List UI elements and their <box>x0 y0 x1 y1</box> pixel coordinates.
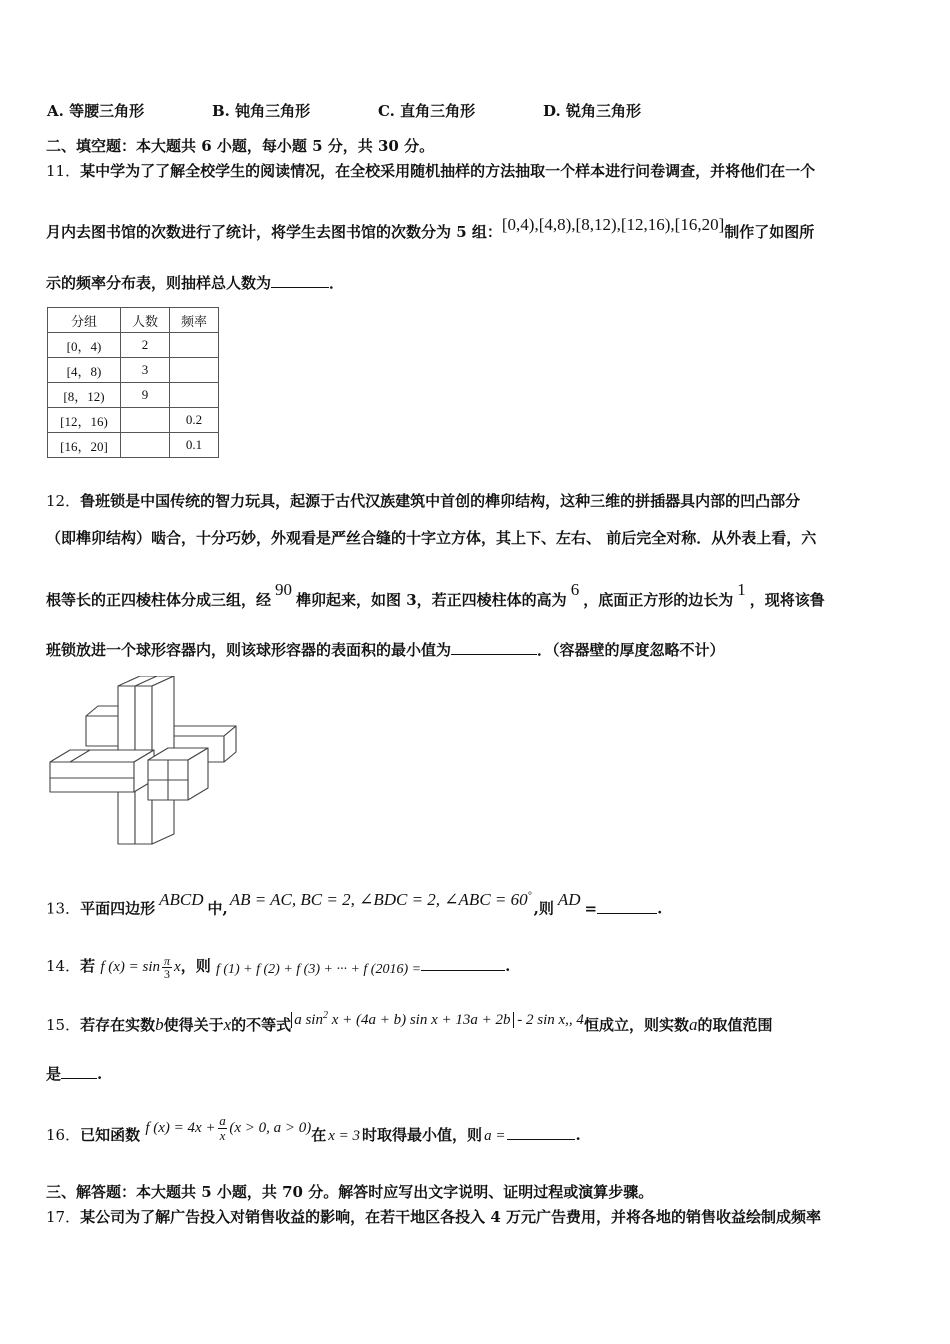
option-b: B. 钝角三角形 <box>212 102 311 120</box>
q13-conditions: AB = AC, BC = 2, ∠BDC = 2, ∠ABC = 60° <box>229 889 532 909</box>
table-cell: 0.2 <box>170 408 219 433</box>
q12-line1: 12．鲁班锁是中国传统的智力玩具，起源于古代汉族建筑中首创的榫卯结构，这种三维的拼插器具内部的凹凸部分 <box>46 492 801 510</box>
table-cell: [0，4) <box>48 333 121 358</box>
table-cell <box>170 358 219 383</box>
table-cell: [12，16) <box>48 408 121 433</box>
q14-line: 14．若 f $(x) = \sin \frac{\pi}{3}$ x，则 f (1) + f (2) + f (3) + ··· + f (2016) = . <box>46 954 511 981</box>
option-a: A. 等腰三角形 <box>47 102 145 120</box>
table-header: 人数 <box>121 308 170 333</box>
q11-intervals: [0,4),[4,8),[8,12),[12,16),[16,20] <box>501 215 725 234</box>
q13-ad: AD <box>557 889 581 909</box>
q16-answer-blank[interactable] <box>507 1125 575 1140</box>
q17-number: 17． <box>46 1208 81 1226</box>
q14-answer-blank[interactable] <box>421 956 505 971</box>
table-cell: [4，8) <box>48 358 121 383</box>
table-cell: 0.1 <box>170 433 219 458</box>
table-cell <box>170 333 219 358</box>
table-cell <box>121 408 170 433</box>
table-cell: [16，20] <box>48 433 121 458</box>
table-cell: [8，12) <box>48 383 121 408</box>
front-left-bar-front <box>50 762 134 778</box>
q13-answer-blank[interactable] <box>597 899 657 914</box>
q16-number: 16． <box>46 1125 81 1144</box>
table-header: 频率 <box>170 308 219 333</box>
q16-a-eq: a = <box>484 1127 506 1144</box>
q15-number: 15． <box>46 1016 81 1034</box>
q13-quadrilateral: ABCD <box>159 889 204 909</box>
table-header: 分组 <box>48 308 121 333</box>
q15-line2: 是 . <box>46 1065 103 1083</box>
q11-line1: 11．某中学为了了解全校学生的阅读情况，在全校采用随机抽样的方法抽取一个样本进行问卷调查，并将他们在一个 <box>46 162 816 180</box>
table-row <box>48 433 219 458</box>
q11-number: 11． <box>46 162 81 180</box>
table-cell: 3 <box>121 358 170 383</box>
table-cell: 9 <box>121 383 170 408</box>
q11-line3: 示的频率分布表，则抽样总人数为 ． <box>46 274 345 292</box>
option-d: D. 锐角三角形 <box>543 102 641 120</box>
q12-line4: 班锁放进一个球形容器内，则该球形容器的表面积的最小值为 ．（容器壁的厚度忽略不计） <box>46 641 725 659</box>
q16-function: f $(x) = 4x + \frac{a}{x} (x > 0$, a > 0) <box>145 1113 312 1143</box>
section-2-heading: 二、填空题：本大题共 6 小题，每小题 5 分，共 30 分。 <box>46 137 435 155</box>
section-3-heading: 三、解答题：本大题共 5 小题，共 70 分。解答时应写出文字说明、证明过程或演算步骤。 <box>46 1183 654 1201</box>
q12-side: 1 <box>737 580 746 599</box>
q12-number: 12． <box>46 492 81 510</box>
table-row <box>48 408 219 433</box>
table-row <box>48 358 219 383</box>
table-row <box>48 383 219 408</box>
q12-height: 6 <box>570 580 580 599</box>
option-c: C. 直角三角形 <box>378 102 476 120</box>
q16-line: 16．已知函数 f $(x) = 4x + \frac{a}{x} (x > 0$, a > 0)在 x = 3 时取得最小值，则 a = . <box>46 1113 581 1144</box>
front-left-bar-front-lower <box>50 778 134 792</box>
q16-point: x = 3 <box>328 1127 361 1144</box>
q12-answer-blank[interactable] <box>451 640 537 655</box>
q15-answer-blank[interactable] <box>61 1064 97 1079</box>
table-cell: 2 <box>121 333 170 358</box>
q15-inequality: a $\sin^2 x + (4a + b)$ sin x + 13a + 2b - 2 sin x,, 4 <box>291 1012 584 1028</box>
q13-number: 13． <box>46 899 81 918</box>
table-header-row <box>48 308 219 333</box>
frequency-table <box>47 307 219 458</box>
q12-line2: （即榫卯结构）啮合，十分巧妙，外观看是严丝合缝的十字立方体，其上下、左右、 前后完全对称．从外表上看，六 <box>46 529 817 547</box>
q11-line2: 月内去图书馆的次数进行了统计，将学生去图书馆的次数分为 5 组：[0,4),[4,8),[8,12),[12,16),[16,20]制作了如图所 <box>46 215 815 241</box>
q12-line3: 根等长的正四棱柱体分成三组，经90榫卯起来，如图 3，若正四棱柱体的高为6，底面正方形的边长为1，现将该鲁 <box>46 580 825 609</box>
q11-answer-blank[interactable] <box>271 273 329 288</box>
luban-lock-figure <box>48 676 242 848</box>
q14-sum: f (1) + f (2) + f (3) + ··· + f (2016) = <box>215 961 422 977</box>
q14-function: f $(x) = \sin \frac{\pi}{3}$ x <box>100 954 181 981</box>
q15-line1: 15．若存在实数b使得关于x的不等式 a $\sin^2 x + (4a + b)$ sin x + 13a + 2b - 2 sin x,, 4恒成立，则实数a的取值范围 <box>46 1010 773 1034</box>
q13-line: 13．平面四边形 ABCD 中, AB = AC, BC = 2, ∠BDC = 2, ∠ABC = 60°,则 AD = . <box>46 889 663 918</box>
q14-number: 14． <box>46 956 81 975</box>
q15-a: a <box>688 1015 698 1034</box>
q15-x: x <box>223 1015 232 1034</box>
table-cell <box>121 433 170 458</box>
q15-b: b <box>155 1015 164 1034</box>
table-row <box>48 333 219 358</box>
table-cell <box>170 383 219 408</box>
q17-line1: 17．某公司为了解广告投入对销售收益的影响，在若干地区各投入 4 万元广告费用，并将各地的销售收益绘制成频率 <box>46 1208 821 1226</box>
q12-angle: 90 <box>275 580 293 599</box>
